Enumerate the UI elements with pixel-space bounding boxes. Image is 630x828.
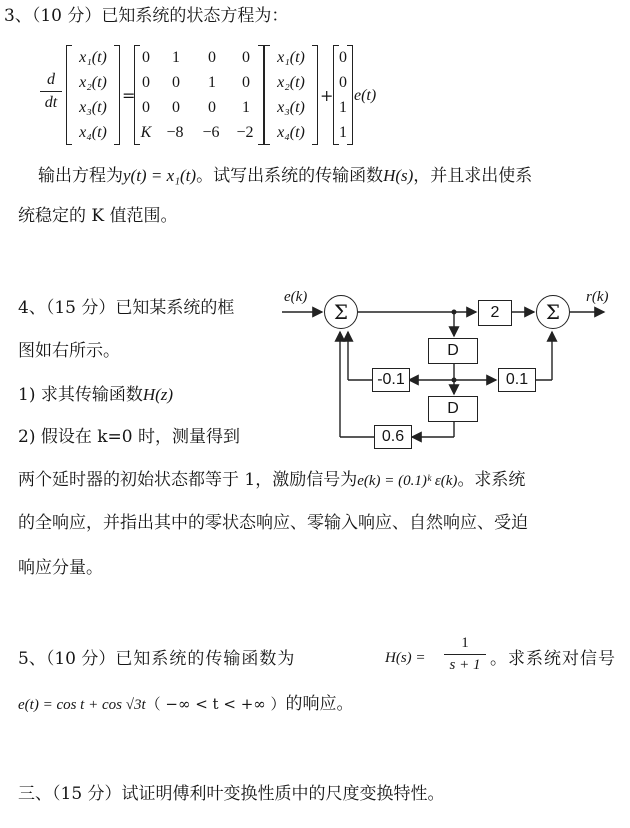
question-5-tail: 。求系统对信号 [490, 649, 616, 669]
text-run: 输出方程为 [38, 166, 123, 186]
state-entry: x₄(t) [79, 124, 107, 141]
question-4-line-5 [18, 472, 525, 489]
matrix-A-cell: 0 [242, 49, 250, 66]
input-signal: e(t) = cos t + cos √3t [18, 697, 146, 713]
matrix-A-cell: 1 [172, 49, 180, 66]
delay-block-2: D [428, 396, 478, 422]
question-3-line-1 [38, 167, 532, 185]
state-entry: x₃(t) [79, 99, 107, 116]
matrix-A-cell: −2 [236, 124, 254, 141]
transfer-function-lhs: H(s) = [385, 650, 426, 666]
matrix-A-cell: 0 [142, 99, 150, 116]
matrix-A-cell: 1 [242, 99, 250, 116]
deriv-numerator: d [47, 71, 55, 88]
gain-block-2: 2 [478, 300, 512, 326]
question-4-item-2: 2) 假设在 k=0 时，测量得到 [18, 427, 241, 447]
transfer-function-symbol: H(z) [142, 385, 174, 404]
matrix-A [134, 45, 264, 145]
question-4-line-2: 图如右所示。 [18, 341, 120, 361]
gain-block-0-6: 0.6 [374, 425, 412, 449]
question-number: 3、 [4, 6, 32, 26]
fraction-denominator: s + 1 [449, 657, 481, 673]
question-3-line-2: 统稳定的 K 值范围。 [18, 206, 178, 226]
question-points: （15 分） [45, 298, 116, 318]
state-entry: x₁(t) [277, 49, 305, 66]
question-5-line-2 [18, 696, 354, 713]
question-6 [18, 786, 445, 803]
delay-block-1: D [428, 338, 478, 364]
matrix-B-cell: 0 [339, 74, 347, 91]
text-run: ，并且求出使系 [413, 166, 533, 186]
matrix-A-cell: K [140, 124, 152, 141]
text-run: 。求系统 [457, 470, 526, 490]
matrix-A-cell: 0 [242, 74, 250, 91]
gain-block-neg-0-1: -0.1 [372, 368, 410, 392]
state-entry: x₁(t) [79, 49, 107, 66]
question-stem: 已知某系统的框 [115, 298, 235, 318]
diagram-output-label: r(k) [586, 289, 609, 305]
matrix-A-cell: −6 [202, 124, 220, 141]
text-run: 。试写出系统的传输函数 [196, 166, 384, 186]
gain-block-0-1: 0.1 [498, 368, 536, 392]
matrix-A-cell: 1 [208, 74, 216, 91]
question-number: 三、 [18, 784, 52, 804]
question-points: （15 分） [52, 784, 122, 804]
state-entry: x₂(t) [277, 74, 305, 91]
matrix-B-cell: 0 [339, 49, 347, 66]
question-stem: 已知系统的状态方程为： [101, 6, 289, 26]
matrix-A-cell: 0 [142, 74, 150, 91]
matrix-A-cell: 0 [208, 99, 216, 116]
derivative-operator [40, 72, 62, 111]
state-entry: x₂(t) [79, 74, 107, 91]
matrix-B [333, 45, 353, 145]
question-3-header [4, 8, 288, 25]
transfer-function-symbol: H(s) [383, 166, 414, 185]
text-run: 两个延时器的初始状态都等于 1，激励信号为 [18, 470, 358, 490]
block-diagram [278, 284, 618, 454]
matrix-A-cell: 0 [172, 74, 180, 91]
matrix-B-cell: 1 [339, 99, 347, 116]
time-range: （ −∞ < t < +∞ ） [145, 695, 286, 713]
deriv-denominator: dt [44, 94, 58, 111]
question-4-line-6: 的全响应，并指出其中的零状态响应、零输入响应、自然响应、受迫 [18, 513, 528, 533]
question-5-line-1 [18, 651, 295, 668]
state-entry: x₄(t) [277, 124, 305, 141]
diagram-input-label: e(k) [284, 289, 308, 305]
equals-sign: = [122, 86, 136, 105]
question-number: 5、 [18, 649, 46, 669]
question-4-line-7: 响应分量。 [18, 558, 103, 578]
state-vector-rhs [264, 45, 318, 145]
plus-sign: + [320, 86, 334, 105]
state-vector-lhs [66, 45, 120, 145]
output-equation: y(t) = x₁(t) [123, 166, 197, 185]
matrix-A-cell: 0 [142, 49, 150, 66]
input-signal: e(t) [354, 87, 377, 104]
question-4-item-1 [18, 386, 173, 404]
text-run: 的响应。 [285, 694, 354, 714]
question-stem: 已知系统的传输函数为 [115, 649, 296, 669]
question-stem: 试证明傅利叶变换性质中的尺度变换特性。 [121, 784, 445, 804]
state-entry: x₃(t) [277, 99, 305, 116]
text-run: 1) 求其传输函数 [18, 385, 143, 405]
matrix-A-cell: 0 [208, 49, 216, 66]
matrix-A-cell: −8 [166, 124, 184, 141]
summing-junction-1: Σ [324, 295, 358, 329]
excitation-signal: e(k) = (0.1)ᵏ ε(k) [357, 473, 458, 489]
summing-junction-2: Σ [536, 295, 570, 329]
matrix-B-cell: 1 [339, 124, 347, 141]
question-4-header [18, 300, 234, 317]
question-points: （10 分） [31, 6, 102, 26]
question-number: 4、 [18, 298, 46, 318]
matrix-A-cell: 0 [172, 99, 180, 116]
transfer-function-fraction [444, 636, 486, 673]
question-points: （10 分） [45, 649, 116, 669]
fraction-numerator: 1 [461, 635, 469, 651]
